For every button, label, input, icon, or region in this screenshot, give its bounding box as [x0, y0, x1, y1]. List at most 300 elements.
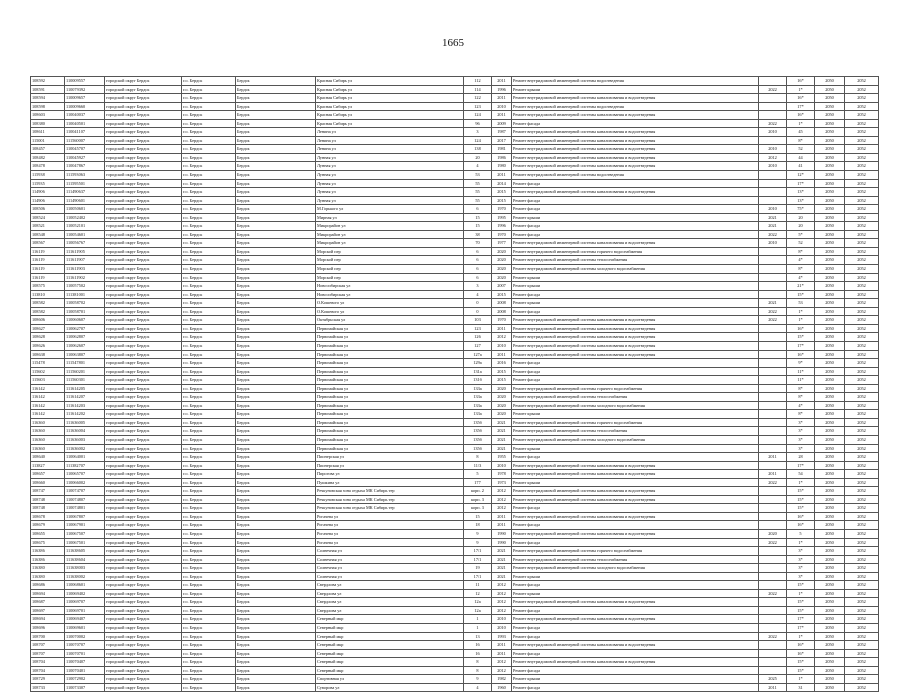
cell-street: Морской пер — [316, 247, 464, 256]
table-row — [31, 324, 879, 333]
cell-work-type: Ремонт внутридомовой инженерной системы канализования и водоотведения — [512, 470, 759, 479]
cell-street: Лунная ул — [316, 162, 464, 171]
cell-district: г.о. Бердск — [182, 624, 236, 633]
cell-plan-start: 2050 — [815, 171, 845, 180]
cell-work-type: Ремонт фасада — [512, 230, 759, 239]
cell-last-repair-year — [759, 77, 787, 86]
cell-wear: 12* — [787, 171, 815, 180]
cell-plan-end: 2052 — [845, 256, 879, 265]
cell-work-type: Ремонт фасада — [512, 632, 759, 641]
cell-street: Первомайская ул — [316, 359, 464, 368]
cell-house-id: 116142 — [31, 384, 65, 393]
cell-municipality: городской округ Бердск — [105, 119, 182, 128]
cell-object-id: 110072902 — [65, 675, 105, 684]
cell-house-id: 108606 — [31, 316, 65, 325]
cell-wear: 1* — [787, 538, 815, 547]
cell-house-id: 114906 — [31, 196, 65, 205]
cell-house-number: 11/3 — [464, 461, 492, 470]
table-row — [31, 307, 879, 316]
cell-street: Новосибирская ул — [316, 290, 464, 299]
cell-last-repair-year — [759, 136, 787, 145]
cell-settlement: Бердск — [236, 495, 316, 504]
cell-settlement: Бердск — [236, 512, 316, 521]
cell-settlement: Бердск — [236, 589, 316, 598]
table-row — [31, 282, 879, 291]
cell-house-id: 108748 — [31, 495, 65, 504]
cell-object-id: 110062807 — [65, 333, 105, 342]
cell-street: Микрорайон ул — [316, 222, 464, 231]
cell-plan-end: 2052 — [845, 128, 879, 137]
cell-municipality: городской округ Бердск — [105, 205, 182, 214]
cell-house-id: 108748 — [31, 504, 65, 513]
cell-build-year: 2011 — [492, 324, 512, 333]
cell-last-repair-year: 2011 — [759, 470, 787, 479]
cell-build-year: 2016 — [492, 359, 512, 368]
cell-object-id: 110060607 — [65, 316, 105, 325]
cell-municipality: городской округ Бердск — [105, 547, 182, 556]
cell-work-type: Ремонт внутридомовой инженерной системы горячего водоснабжения — [512, 418, 759, 427]
cell-object-id: 110069601 — [65, 624, 105, 633]
cell-last-repair-year — [759, 171, 787, 180]
cell-street: Морской пер — [316, 256, 464, 265]
cell-last-repair-year: 2011 — [759, 453, 787, 462]
cell-plan-start: 2050 — [815, 307, 845, 316]
cell-work-type: Ремонт фасада — [512, 376, 759, 385]
cell-house-number: 135б — [464, 444, 492, 453]
cell-build-year: 2021 — [492, 547, 512, 556]
cell-object-id: 110057502 — [65, 282, 105, 291]
cell-house-number: 1 — [464, 615, 492, 624]
cell-plan-end: 2052 — [845, 350, 879, 359]
cell-object-id: 111382707 — [65, 461, 105, 470]
cell-plan-end: 2052 — [845, 521, 879, 530]
cell-street: Первомайская ул — [316, 324, 464, 333]
cell-wear: 5* — [787, 230, 815, 239]
cell-plan-end: 2052 — [845, 102, 879, 111]
cell-district: г.о. Бердск — [182, 393, 236, 402]
cell-house-number: 15 — [464, 213, 492, 222]
cell-house-id: 108655 — [31, 529, 65, 538]
cell-plan-end: 2052 — [845, 435, 879, 444]
cell-last-repair-year — [759, 598, 787, 607]
cell-plan-start: 2050 — [815, 675, 845, 684]
cell-municipality: городской округ Бердск — [105, 427, 182, 436]
cell-work-type: Ремонт внутридомовой инженерной системы канализования и водоотведения — [512, 641, 759, 650]
cell-wear: 15* — [787, 606, 815, 615]
cell-work-type: Ремонт внутридомовой инженерной системы водоотведения — [512, 102, 759, 111]
cell-house-number: 5 — [464, 470, 492, 479]
cell-district: г.о. Бердск — [182, 615, 236, 624]
cell-settlement: Бердск — [236, 649, 316, 658]
cell-last-repair-year — [759, 649, 787, 658]
cell-plan-end: 2052 — [845, 461, 879, 470]
cell-plan-end: 2052 — [845, 359, 879, 368]
cell-house-id: 108704 — [31, 666, 65, 675]
cell-wear: 1* — [787, 675, 815, 684]
cell-last-repair-year — [759, 487, 787, 496]
cell-wear: 1* — [787, 119, 815, 128]
cell-street: Речкуновская зона отдыха МК Сибирь тер — [316, 495, 464, 504]
cell-object-id: 111490637 — [65, 188, 105, 197]
cell-house-number: 55 — [464, 196, 492, 205]
cell-wear: 1* — [787, 316, 815, 325]
cell-house-id: 108707 — [31, 649, 65, 658]
cell-build-year: 2010 — [492, 615, 512, 624]
cell-plan-end: 2052 — [845, 624, 879, 633]
cell-district: г.о. Бердск — [182, 119, 236, 128]
cell-object-id: 111560301 — [65, 376, 105, 385]
cell-plan-start: 2050 — [815, 521, 845, 530]
cell-work-type: Ремонт внутридомовой инженерной системы канализования и водоотведения — [512, 128, 759, 137]
cell-object-id: 111560007 — [65, 136, 105, 145]
cell-district: г.о. Бердск — [182, 171, 236, 180]
cell-build-year: 2020 — [492, 247, 512, 256]
cell-plan-start: 2050 — [815, 333, 845, 342]
cell-object-id: 110040037 — [65, 111, 105, 120]
cell-wear: 8* — [787, 265, 815, 274]
table-row — [31, 230, 879, 239]
cell-work-type: Ремонт крыши — [512, 213, 759, 222]
cell-last-repair-year — [759, 427, 787, 436]
cell-wear: 4* — [787, 401, 815, 410]
table-row — [31, 162, 879, 171]
cell-district: г.о. Бердск — [182, 478, 236, 487]
cell-wear: 16* — [787, 649, 815, 658]
cell-wear: 1* — [787, 589, 815, 598]
cell-street: Суворова ул — [316, 683, 464, 692]
table-row — [31, 495, 879, 504]
cell-last-repair-year — [759, 188, 787, 197]
cell-street: Первомайская ул — [316, 367, 464, 376]
cell-street: О.Кошевого ул — [316, 299, 464, 308]
cell-build-year: 2012 — [492, 333, 512, 342]
cell-plan-end: 2052 — [845, 222, 879, 231]
cell-street: Первомайская ул — [316, 401, 464, 410]
table-row — [31, 470, 879, 479]
cell-plan-end: 2052 — [845, 581, 879, 590]
cell-plan-start: 2050 — [815, 615, 845, 624]
cell-municipality: городской округ Бердск — [105, 145, 182, 154]
cell-settlement: Бердск — [236, 529, 316, 538]
cell-plan-start: 2050 — [815, 376, 845, 385]
cell-plan-start: 2050 — [815, 589, 845, 598]
cell-plan-end: 2052 — [845, 606, 879, 615]
cell-plan-end: 2052 — [845, 512, 879, 521]
cell-last-repair-year — [759, 495, 787, 504]
cell-house-number: 133а — [464, 393, 492, 402]
cell-last-repair-year: 2020 — [759, 529, 787, 538]
cell-municipality: городской округ Бердск — [105, 495, 182, 504]
cell-plan-start: 2050 — [815, 77, 845, 86]
cell-last-repair-year — [759, 555, 787, 564]
table-row — [31, 427, 879, 436]
cell-municipality: городской округ Бердск — [105, 77, 182, 86]
table-row — [31, 179, 879, 188]
cell-plan-start: 2050 — [815, 401, 845, 410]
table-row — [31, 273, 879, 282]
cell-object-id: 111611903 — [65, 265, 105, 274]
cell-house-id: 108548 — [31, 230, 65, 239]
cell-settlement: Бердск — [236, 632, 316, 641]
cell-work-type: Ремонт фасада — [512, 504, 759, 513]
cell-house-id: 113810 — [31, 290, 65, 299]
cell-settlement: Бердск — [236, 683, 316, 692]
cell-settlement: Бердск — [236, 427, 316, 436]
table-row — [31, 316, 879, 325]
cell-build-year: 2012 — [492, 598, 512, 607]
cell-municipality: городской округ Бердск — [105, 521, 182, 530]
cell-object-id: 111614207 — [65, 393, 105, 402]
cell-house-number: корп. 3 — [464, 495, 492, 504]
cell-work-type: Ремонт крыши — [512, 85, 759, 94]
cell-house-number: 126 — [464, 333, 492, 342]
cell-house-id: 108598 — [31, 102, 65, 111]
cell-object-id: 110062707 — [65, 324, 105, 333]
cell-object-id: 111636003 — [65, 435, 105, 444]
cell-settlement: Бердск — [236, 641, 316, 650]
cell-plan-start: 2050 — [815, 136, 845, 145]
cell-plan-end: 2052 — [845, 77, 879, 86]
cell-work-type: Ремонт внутридомовой инженерной системы канализования и водоотведения — [512, 495, 759, 504]
cell-settlement: Бердск — [236, 256, 316, 265]
cell-municipality: городской округ Бердск — [105, 179, 182, 188]
cell-plan-start: 2050 — [815, 94, 845, 103]
cell-district: г.о. Бердск — [182, 444, 236, 453]
cell-work-type: Ремонт внутридомовой инженерной системы канализования и водоотведения — [512, 145, 759, 154]
cell-last-repair-year: 2010 — [759, 145, 787, 154]
cell-street: Первомайская ул — [316, 384, 464, 393]
cell-build-year: 2008 — [492, 299, 512, 308]
cell-street: Рогачева ул — [316, 529, 464, 538]
cell-build-year: 1995 — [492, 213, 512, 222]
cell-plan-start: 2050 — [815, 538, 845, 547]
cell-house-number: 123 — [464, 102, 492, 111]
cell-object-id: 111611907 — [65, 256, 105, 265]
cell-house-id: 108575 — [31, 282, 65, 291]
cell-wear: 16* — [787, 77, 815, 86]
cell-street: Солнечная ул — [316, 555, 464, 564]
cell-district: г.о. Бердск — [182, 111, 236, 120]
cell-house-number: 135б — [464, 435, 492, 444]
cell-street: Ленина ул — [316, 128, 464, 137]
cell-work-type: Ремонт внутридомовой инженерной системы холодного водоснабжения — [512, 265, 759, 274]
cell-last-repair-year — [759, 512, 787, 521]
cell-wear: 20 — [787, 222, 815, 231]
cell-last-repair-year — [759, 401, 787, 410]
cell-plan-start: 2050 — [815, 179, 845, 188]
cell-plan-end: 2052 — [845, 427, 879, 436]
cell-plan-start: 2050 — [815, 384, 845, 393]
cell-build-year: 2015 — [492, 188, 512, 197]
cell-plan-end: 2052 — [845, 555, 879, 564]
cell-wear: 17* — [787, 461, 815, 470]
cell-municipality: городской округ Бердск — [105, 632, 182, 641]
cell-settlement: Бердск — [236, 128, 316, 137]
cell-build-year: 1996 — [492, 222, 512, 231]
cell-municipality: городской округ Бердск — [105, 128, 182, 137]
cell-house-id: 108660 — [31, 478, 65, 487]
cell-work-type: Ремонт фасада — [512, 683, 759, 692]
cell-street: Речкуновская зона отдыха МК Сибирь тер — [316, 487, 464, 496]
cell-municipality: городской округ Бердск — [105, 102, 182, 111]
cell-wear: 8* — [787, 247, 815, 256]
cell-district: г.о. Бердск — [182, 188, 236, 197]
cell-municipality: городской округ Бердск — [105, 85, 182, 94]
cell-house-id: 108694 — [31, 615, 65, 624]
cell-plan-end: 2052 — [845, 444, 879, 453]
cell-house-id: 108380 — [31, 119, 65, 128]
cell-object-id: 110066002 — [65, 478, 105, 487]
cell-municipality: городской округ Бердск — [105, 589, 182, 598]
cell-plan-start: 2050 — [815, 188, 845, 197]
cell-plan-start: 2050 — [815, 632, 845, 641]
cell-municipality: городской округ Бердск — [105, 111, 182, 120]
cell-last-repair-year: 2011 — [759, 683, 787, 692]
cell-wear: 3* — [787, 564, 815, 573]
cell-wear: 16* — [787, 521, 815, 530]
cell-street: Первомайская ул — [316, 435, 464, 444]
cell-wear: 13* — [787, 196, 815, 205]
cell-municipality: городской округ Бердск — [105, 418, 182, 427]
cell-street: Октябрьская ул — [316, 316, 464, 325]
cell-street: Северный мкр — [316, 641, 464, 650]
table-row — [31, 341, 879, 350]
cell-municipality: городской округ Бердск — [105, 153, 182, 162]
table-row — [31, 564, 879, 573]
cell-work-type: Ремонт внутридомовой инженерной системы холодного водоснабжения — [512, 435, 759, 444]
cell-house-number: 53 — [464, 171, 492, 180]
cell-house-number: 9 — [464, 529, 492, 538]
cell-house-number: 18 — [464, 521, 492, 530]
cell-build-year: 2011 — [492, 649, 512, 658]
cell-district: г.о. Бердск — [182, 658, 236, 667]
cell-work-type: Ремонт фасада — [512, 649, 759, 658]
cell-plan-end: 2052 — [845, 119, 879, 128]
cell-settlement: Бердск — [236, 435, 316, 444]
cell-street: Красная Сибирь ул — [316, 77, 464, 86]
table-row — [31, 529, 879, 538]
cell-municipality: городской округ Бердск — [105, 555, 182, 564]
cell-district: г.о. Бердск — [182, 256, 236, 265]
cell-district: г.о. Бердск — [182, 350, 236, 359]
cell-house-number: 127 — [464, 341, 492, 350]
cell-build-year: 1993 — [492, 632, 512, 641]
table-row — [31, 290, 879, 299]
cell-last-repair-year — [759, 658, 787, 667]
cell-district: г.о. Бердск — [182, 376, 236, 385]
cell-district: г.о. Бердск — [182, 273, 236, 282]
cell-build-year: 2012 — [492, 504, 512, 513]
cell-municipality: городской округ Бердск — [105, 624, 182, 633]
cell-last-repair-year: 2022 — [759, 632, 787, 641]
cell-settlement: Бердск — [236, 359, 316, 368]
cell-municipality: городской округ Бердск — [105, 649, 182, 658]
cell-municipality: городской округ Бердск — [105, 136, 182, 145]
cell-house-id: 108729 — [31, 675, 65, 684]
cell-settlement: Бердск — [236, 171, 316, 180]
cell-house-number: 124 — [464, 111, 492, 120]
cell-house-number: 4 — [464, 162, 492, 171]
cell-plan-end: 2052 — [845, 453, 879, 462]
cell-last-repair-year: 2025 — [759, 675, 787, 684]
cell-municipality: городской округ Бердск — [105, 341, 182, 350]
cell-plan-start: 2050 — [815, 547, 845, 556]
cell-object-id: 110074707 — [65, 487, 105, 496]
table-row — [31, 418, 879, 427]
cell-build-year: 1990 — [492, 529, 512, 538]
cell-build-year: 1990 — [492, 538, 512, 547]
cell-wear: 3* — [787, 547, 815, 556]
cell-municipality: городской округ Бердск — [105, 529, 182, 538]
table-row — [31, 128, 879, 137]
cell-work-type: Ремонт фасада — [512, 521, 759, 530]
table-row — [31, 265, 879, 274]
table-row — [31, 504, 879, 513]
cell-wear: 3* — [787, 572, 815, 581]
cell-district: г.о. Бердск — [182, 675, 236, 684]
cell-district: г.о. Бердск — [182, 495, 236, 504]
cell-object-id: 111614205 — [65, 384, 105, 393]
cell-last-repair-year — [759, 324, 787, 333]
cell-plan-end: 2052 — [845, 410, 879, 419]
cell-settlement: Бердск — [236, 213, 316, 222]
cell-plan-start: 2050 — [815, 230, 845, 239]
cell-municipality: городской округ Бердск — [105, 333, 182, 342]
cell-plan-end: 2052 — [845, 529, 879, 538]
cell-object-id: 110009657 — [65, 94, 105, 103]
cell-work-type: Ремонт фасада — [512, 581, 759, 590]
cell-house-id: 116360 — [31, 427, 65, 436]
cell-municipality: городской округ Бердск — [105, 401, 182, 410]
cell-wear: 15* — [787, 666, 815, 675]
cell-municipality: городской округ Бердск — [105, 171, 182, 180]
cell-last-repair-year: 2012 — [759, 153, 787, 162]
cell-object-id: 110070701 — [65, 649, 105, 658]
cell-street: Красная Сибирь ул — [316, 102, 464, 111]
cell-build-year: 2021 — [492, 555, 512, 564]
cell-house-number: 13 — [464, 632, 492, 641]
cell-settlement: Бердск — [236, 290, 316, 299]
cell-street: Микрорайон ул — [316, 230, 464, 239]
cell-house-number: корп. 3 — [464, 504, 492, 513]
cell-plan-start: 2050 — [815, 461, 845, 470]
table-row — [31, 213, 879, 222]
cell-work-type: Ремонт фасада — [512, 222, 759, 231]
cell-object-id: 110067507 — [65, 529, 105, 538]
table-row — [31, 683, 879, 692]
cell-house-number: 9 — [464, 675, 492, 684]
cell-object-id: 110063807 — [65, 350, 105, 359]
cell-house-id: 108747 — [31, 487, 65, 496]
table-row — [31, 94, 879, 103]
cell-build-year: 2012 — [492, 495, 512, 504]
cell-municipality: городской округ Бердск — [105, 213, 182, 222]
cell-house-number: 6 — [464, 247, 492, 256]
cell-work-type: Ремонт фасада — [512, 367, 759, 376]
cell-wear: 11* — [787, 367, 815, 376]
cell-object-id: 110056767 — [65, 239, 105, 248]
cell-house-number: 114 — [464, 85, 492, 94]
cell-build-year: 2021 — [492, 564, 512, 573]
cell-work-type: Ремонт внутридомовой инженерной системы канализования и водоотведения — [512, 333, 759, 342]
cell-district: г.о. Бердск — [182, 598, 236, 607]
cell-municipality: городской округ Бердск — [105, 504, 182, 513]
cell-district: г.о. Бердск — [182, 282, 236, 291]
cell-street: Солнечная ул — [316, 547, 464, 556]
cell-street: Красная Сибирь ул — [316, 94, 464, 103]
cell-plan-end: 2052 — [845, 367, 879, 376]
cell-last-repair-year — [759, 461, 787, 470]
